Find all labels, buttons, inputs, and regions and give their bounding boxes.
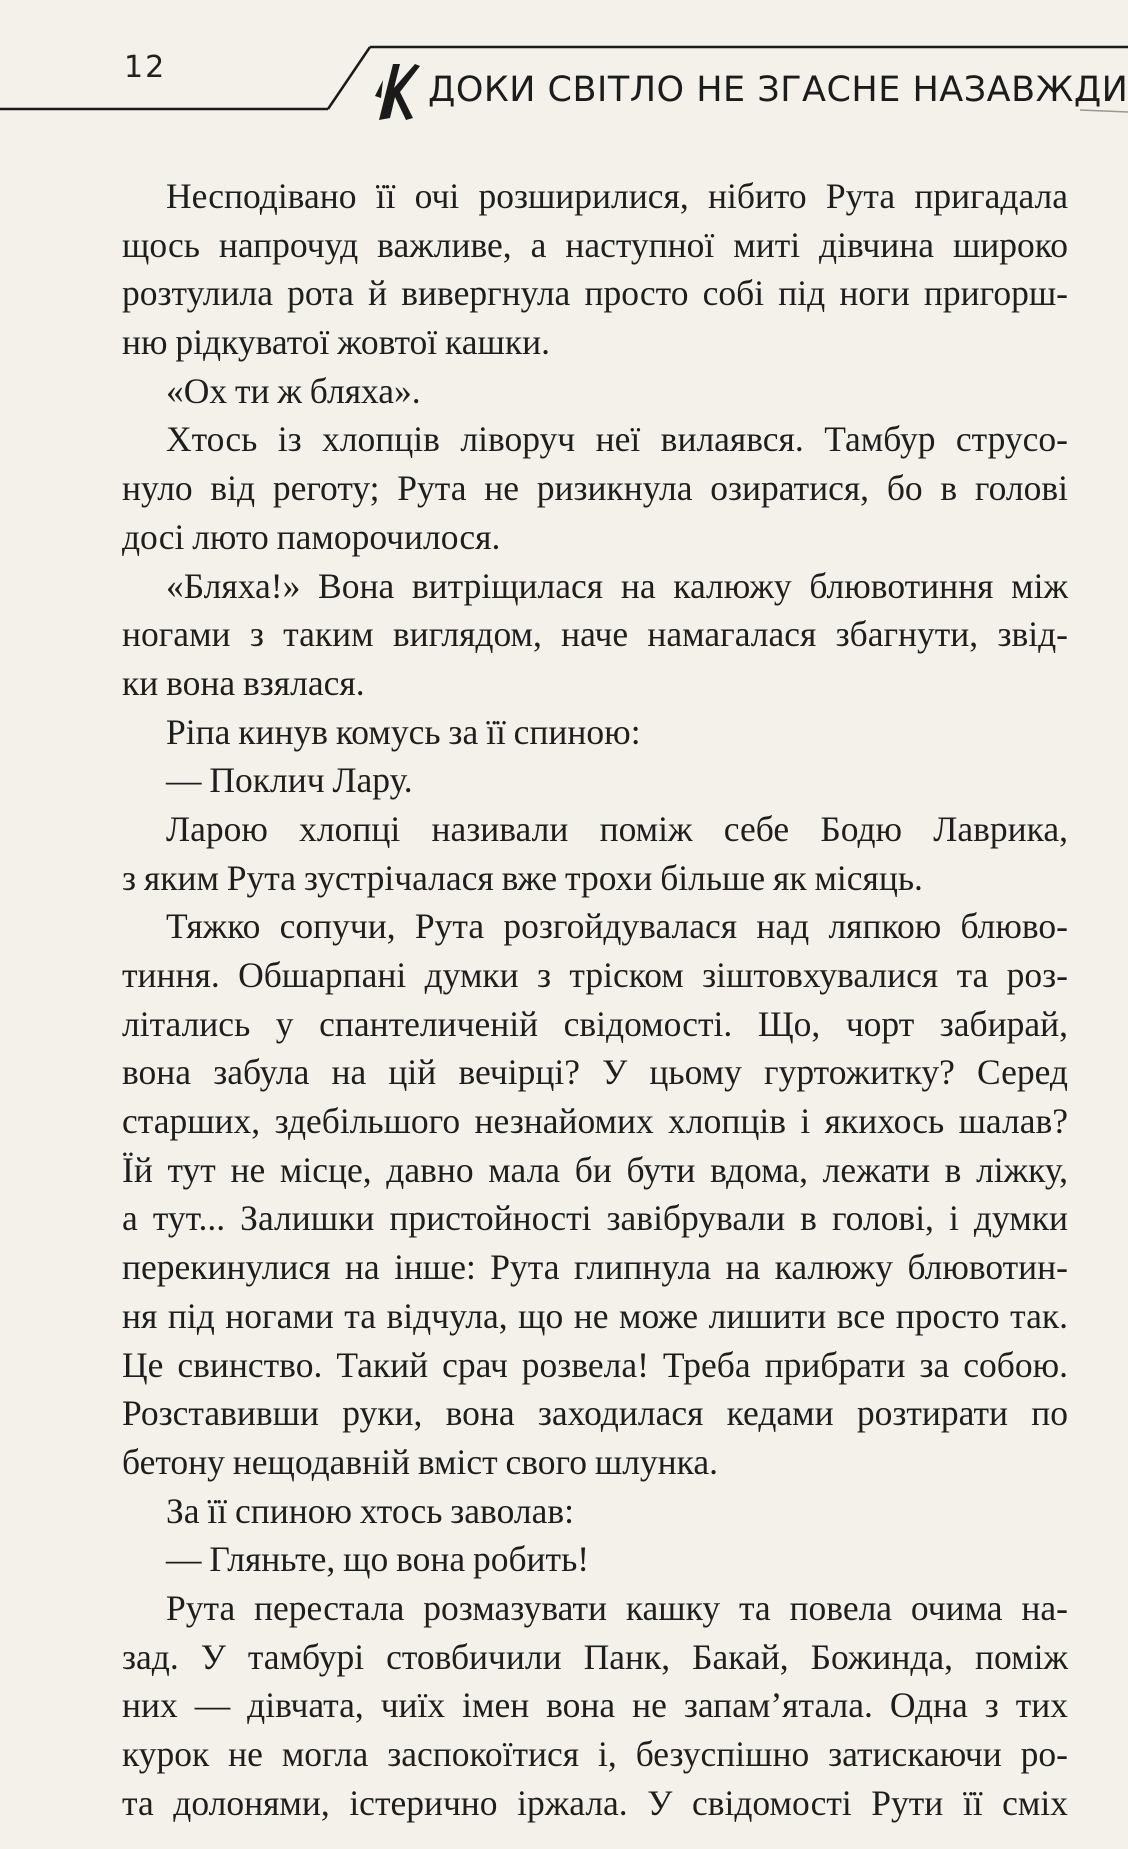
text-line: старших, здебільшого незнайомих хлопців і якихось шалав? [122,1101,1068,1142]
text-line: вона забула на цій вечірці? У цьому гуртожитку? Серед [122,1052,1068,1093]
text-line: Ріпа кинув комусь за її спиною: [166,711,641,752]
header-rule [0,0,1128,130]
text-line: ня під ногами та відчула, що не може лишити все просто так. [122,1295,1068,1336]
text-line: курок не могла заспокоїтися і, безуспішно затискаючи ро- [122,1734,1068,1774]
text-line: Це свинство. Такий срач розвела! Треба прибрати за собою. [122,1344,1068,1385]
body-text [122,172,1068,1827]
text-line: розтулила рота й вивергнула просто собі під ноги пригорш- [122,273,1068,314]
text-line: — Гляньте, що вона робить! [166,1539,590,1580]
text-line: Розставивши руки, вона заходилася кедами розтирати по [122,1393,1068,1434]
text-line: щось напрочуд важливе, а наступної миті дівчина широко [122,224,1068,265]
text-line: Їй тут не місце, давно мала би бути вдома, лежати в ліжку, [122,1149,1068,1190]
text-line: зад. У тамбурі стовбичили Панк, Бакай, Божинда, поміж [122,1636,1068,1677]
text-line: а тут... Залишки пристойності завібрували в голові, і думки [122,1198,1068,1239]
text-line: Ларою хлопці називали поміж себе Бодю Лаврика, [166,808,1068,849]
text-line: тиння. Обшарпані думки з тріском зіштовхувалися та роз- [122,955,1068,995]
text-line: та долонями, істерично іржала. У свідомості Рути її сміх [122,1782,1068,1823]
text-line: Тяжко сопучи, Рута розгойдувалася над ляпкою блюво- [166,906,1068,947]
page-number: 12 [124,50,167,85]
text-line: ню рідкуватої жовтої кашки. [122,322,550,363]
text-line: досі люто паморочилося. [122,516,501,557]
text-line: них — дівчата, чиїх імен вона не запам’ятала. Одна з тих [122,1685,1068,1726]
text-line: ногами з таким виглядом, наче намагалася збагнути, звід- [122,614,1068,655]
text-line: бетону нещодавній вміст свого шлунка. [122,1441,718,1482]
text-line: Хтось із хлопців ліворуч неї вилаявся. Тамбур струсо- [166,419,1068,460]
running-title: ДОКИ СВІТЛО НЕ ЗГАСНЕ НАЗАВЖДИ [428,70,1128,110]
publisher-logo-icon [373,60,421,122]
text-line: нуло від реготу; Рута не ризикнула озиратися, бо в голові [122,468,1068,509]
text-line: «Ох ти ж бляха». [166,370,421,411]
text-line: За її спиною хтось заволав: [166,1490,574,1531]
text-line: — Поклич Лару. [166,760,413,801]
text-line: ки вона взялася. [122,662,365,703]
text-line: Рута перестала розмазувати кашку та повела очима на- [166,1587,1068,1628]
text-line: з яким Рута зустрічалася вже трохи більше як місяць. [122,857,923,898]
text-line: літались у спантеличеній свідомості. Що, чорт забирай, [122,1003,1068,1044]
text-line: Несподівано її очі розширилися, нібито Рута пригадала [166,176,1068,216]
text-line: «Бляха!» Вона витріщилася на калюжу блювотиння між [166,565,1068,606]
text-line: перекинулися на інше: Рута глипнула на калюжу блювотин- [122,1247,1068,1288]
